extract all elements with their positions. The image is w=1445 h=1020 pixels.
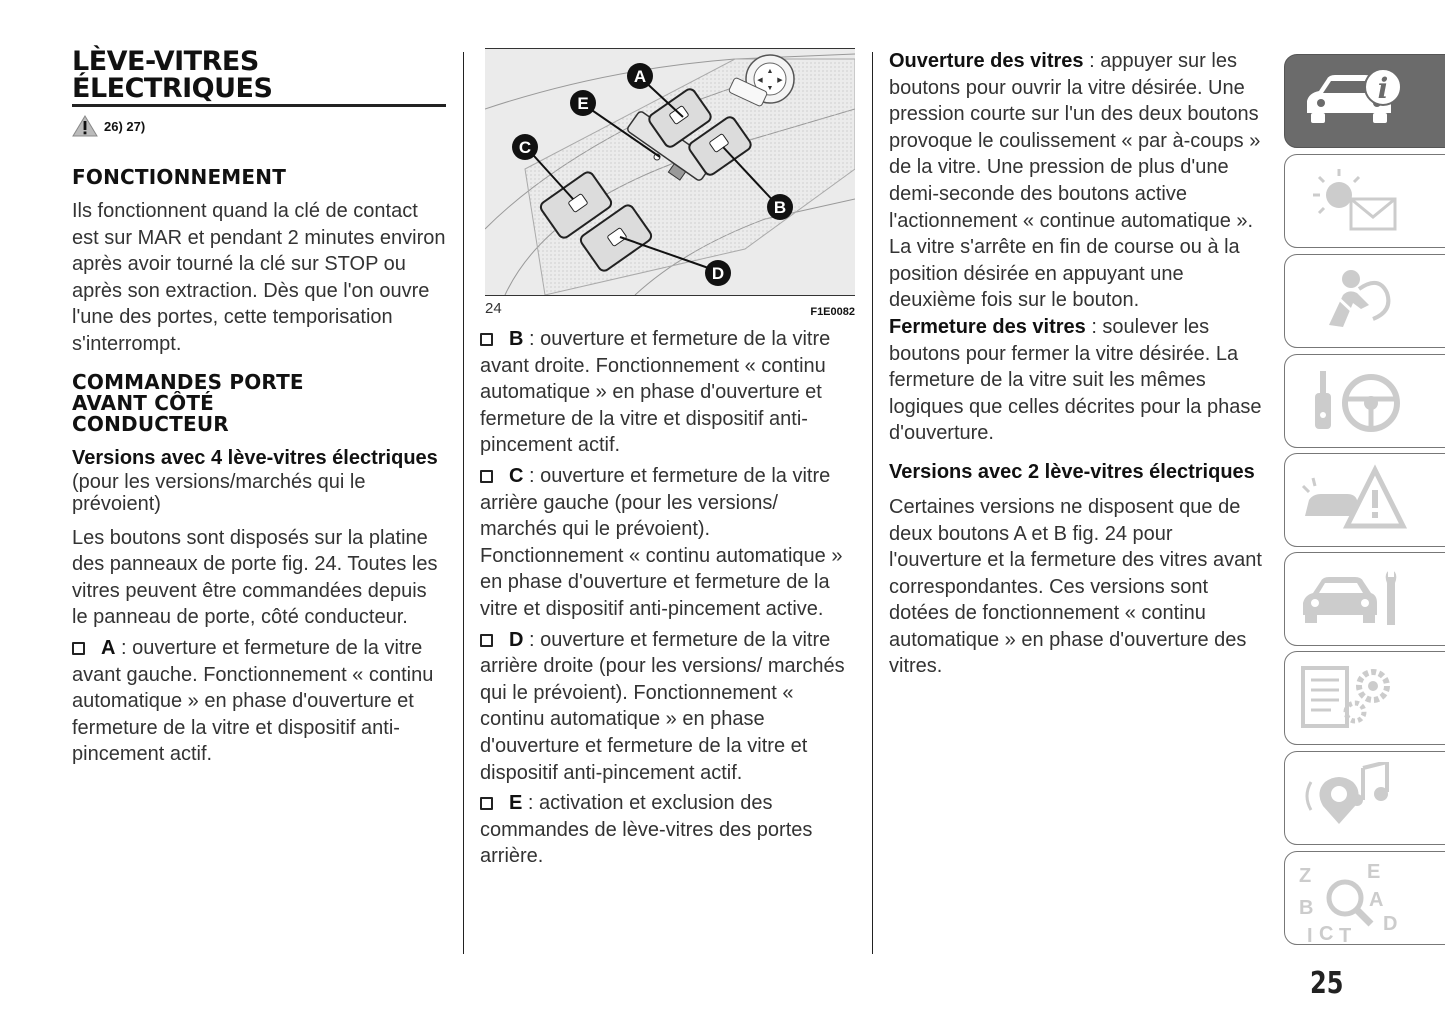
item-text: : ouverture et fermeture de la vitre arrière droite (pour les versions/ marchés qui le prévoient). Fonctionnement « continu automatique » en phase d'ouverture et fermeture de la vitre et dispositif anti-pincement actif. <box>480 628 845 784</box>
key-steering-icon <box>1299 365 1409 435</box>
checkbox-bullet-icon <box>480 470 493 483</box>
paragraph-fonctionnement: Ils fonctionnent quand la clé de contact est sur MAR et pendant 2 minutes environ après avoir tourné la clé sur STOP ou après son extraction. Dès que l'on ouvre l'une des portes, cette temporisation s'interrompt. <box>72 200 446 355</box>
checkbox-bullet-icon <box>480 333 493 346</box>
page-title <box>72 48 446 107</box>
svg-text:A: A <box>1369 889 1384 911</box>
maintenance-icon <box>1299 563 1409 633</box>
warning-refs-text: 26) 27) <box>104 118 146 134</box>
text-opening: : appuyer sur les boutons pour ouvrir la vitre désirée. Une pression courte sur l'un des deux boutons provoque le coulissement « par à-coups » de la vitre. Une pression de plus d'une demi-seconde des boutons active l'actionnement « continue automatique ». La vitre s'arrête en fin de course ou à la position désirée en appuyant une deuxième fois sur le bouton. <box>889 50 1261 312</box>
column-divider <box>463 52 464 954</box>
item-key: A <box>101 636 116 659</box>
svg-text:A: A <box>633 67 647 86</box>
figure-label-a <box>627 63 653 89</box>
multimedia-icon <box>1299 762 1409 832</box>
figure-number: 24 <box>485 300 502 317</box>
paragraph-closing <box>889 314 1264 447</box>
item-key: C <box>509 464 524 487</box>
svg-text:▶: ▶ <box>777 77 783 84</box>
svg-text:D: D <box>1383 913 1398 935</box>
figure-door-panel <box>485 48 855 296</box>
checkbox-bullet-icon <box>72 642 85 655</box>
technical-data-icon <box>1299 662 1409 732</box>
subheading-2-windows: Versions avec 2 lève-vitres électriques <box>889 460 1255 483</box>
item-a <box>72 635 446 768</box>
tab-emergency[interactable] <box>1284 453 1445 547</box>
door-panel-illustration <box>485 49 855 295</box>
item-text: : ouverture et fermeture de la vitre avant droite. Fonctionnement « continu automatique » en phase d'ouverture et fermeture de la vitre et dispositif anti-pincement actif. <box>480 328 831 457</box>
tab-multimedia[interactable] <box>1284 751 1445 845</box>
section-heading-fonctionnement: FONCTIONNEMENT <box>72 165 287 189</box>
checkbox-bullet-icon <box>480 634 493 647</box>
warning-triangle-icon <box>72 115 98 137</box>
column-middle <box>480 48 856 870</box>
column-left <box>72 48 446 768</box>
svg-text:i: i <box>1377 72 1389 105</box>
svg-text:▼: ▼ <box>766 85 774 92</box>
figure-label-e <box>570 90 596 116</box>
warning-reference <box>72 115 446 137</box>
tab-maintenance[interactable] <box>1284 552 1445 646</box>
heading-line: CONDUCTEUR <box>72 411 229 436</box>
section-heading-commandes <box>72 369 446 436</box>
term-opening: Ouverture des vitres <box>889 50 1084 72</box>
tab-warning-lights[interactable] <box>1284 154 1445 248</box>
item-b <box>480 326 856 459</box>
svg-text:B: B <box>773 198 787 217</box>
paragraph-two-windows: Certaines versions ne disposent que de deux boutons A et B fig. 24 pour l'ouverture et la fermeture des vitres avant correspondantes. Ces versions sont dotées de fonctionnement « continu automatique » en phase d'ouverture des vitres. <box>889 495 1262 678</box>
figure-label-c <box>512 134 538 160</box>
text-closing: : soulever les boutons pour fermer la vitre désirée. La fermeture de la vitre suit les mêmes logiques que celles décrites pour la phase d'ouverture. <box>889 315 1262 445</box>
item-d <box>480 627 856 787</box>
page-number: 25 <box>1310 966 1344 1001</box>
svg-text:T: T <box>1339 925 1352 942</box>
index-icon <box>1299 862 1409 942</box>
svg-text:E: E <box>1367 862 1381 883</box>
svg-text:D: D <box>711 264 725 283</box>
heading-line: COMMANDES PORTE <box>72 369 304 394</box>
tab-starting-driving[interactable] <box>1284 354 1445 448</box>
paragraph-opening <box>889 48 1264 314</box>
item-e <box>480 790 856 870</box>
warning-light-icon <box>1299 165 1409 235</box>
svg-text:E: E <box>577 94 589 113</box>
checkbox-bullet-icon <box>480 797 493 810</box>
airbag-safety-icon <box>1299 265 1409 335</box>
item-key: B <box>509 328 524 350</box>
emergency-icon <box>1299 464 1409 534</box>
svg-text:C: C <box>1319 923 1334 942</box>
figure-label-b <box>767 194 793 220</box>
tab-safety[interactable] <box>1284 254 1445 348</box>
figure-code: F1E0082 <box>810 306 855 318</box>
item-key: D <box>509 628 524 651</box>
car-info-icon <box>1299 65 1409 135</box>
figure-label-d <box>705 260 731 286</box>
svg-text:B: B <box>1299 897 1314 919</box>
svg-text:▲: ▲ <box>766 68 774 75</box>
svg-text:◀: ◀ <box>757 77 763 84</box>
item-text: : ouverture et fermeture de la vitre avant gauche. Fonctionnement « continu automatique » en phase d'ouverture et fermeture de la vitre et dispositif anti-pincement actif. <box>72 636 434 766</box>
svg-text:Z: Z <box>1299 865 1312 887</box>
column-divider <box>872 52 873 954</box>
item-c <box>480 463 856 623</box>
tab-car-info[interactable] <box>1284 54 1445 148</box>
subheading-4-windows: Versions avec 4 lève-vitres électriques <box>72 446 438 469</box>
item-key: E <box>509 792 523 815</box>
figure-caption <box>485 300 855 318</box>
item-text: : activation et exclusion des commandes de lève-vitres des portes arrière. <box>480 792 813 868</box>
title-line-2: ÉLECTRIQUES <box>72 73 273 104</box>
item-text: : ouverture et fermeture de la vitre arrière gauche (pour les versions/ marchés qui le prévoient). Fonctionnement « continu automatique » en phase d'ouverture et fermeture de la vitre et dispositif anti-pincement active. <box>480 464 843 620</box>
title-line-1: LÈVE-VITRES <box>72 46 259 77</box>
svg-text:I: I <box>1307 925 1313 942</box>
term-closing: Fermeture des vitres <box>889 315 1086 338</box>
tab-technical-data[interactable] <box>1284 651 1445 745</box>
tab-index[interactable] <box>1284 851 1445 945</box>
paragraph-buttons: Les boutons sont disposés sur la platine des panneaux de porte fig. 24. Toutes les vitres peuvent être commandées depuis le panneau de porte, côté conducteur. <box>72 526 438 629</box>
column-right <box>889 48 1264 680</box>
svg-text:C: C <box>518 138 532 157</box>
version-note: (pour les versions/marchés qui le prévoient) <box>72 470 366 515</box>
heading-line: AVANT CÔTÉ <box>72 390 215 415</box>
